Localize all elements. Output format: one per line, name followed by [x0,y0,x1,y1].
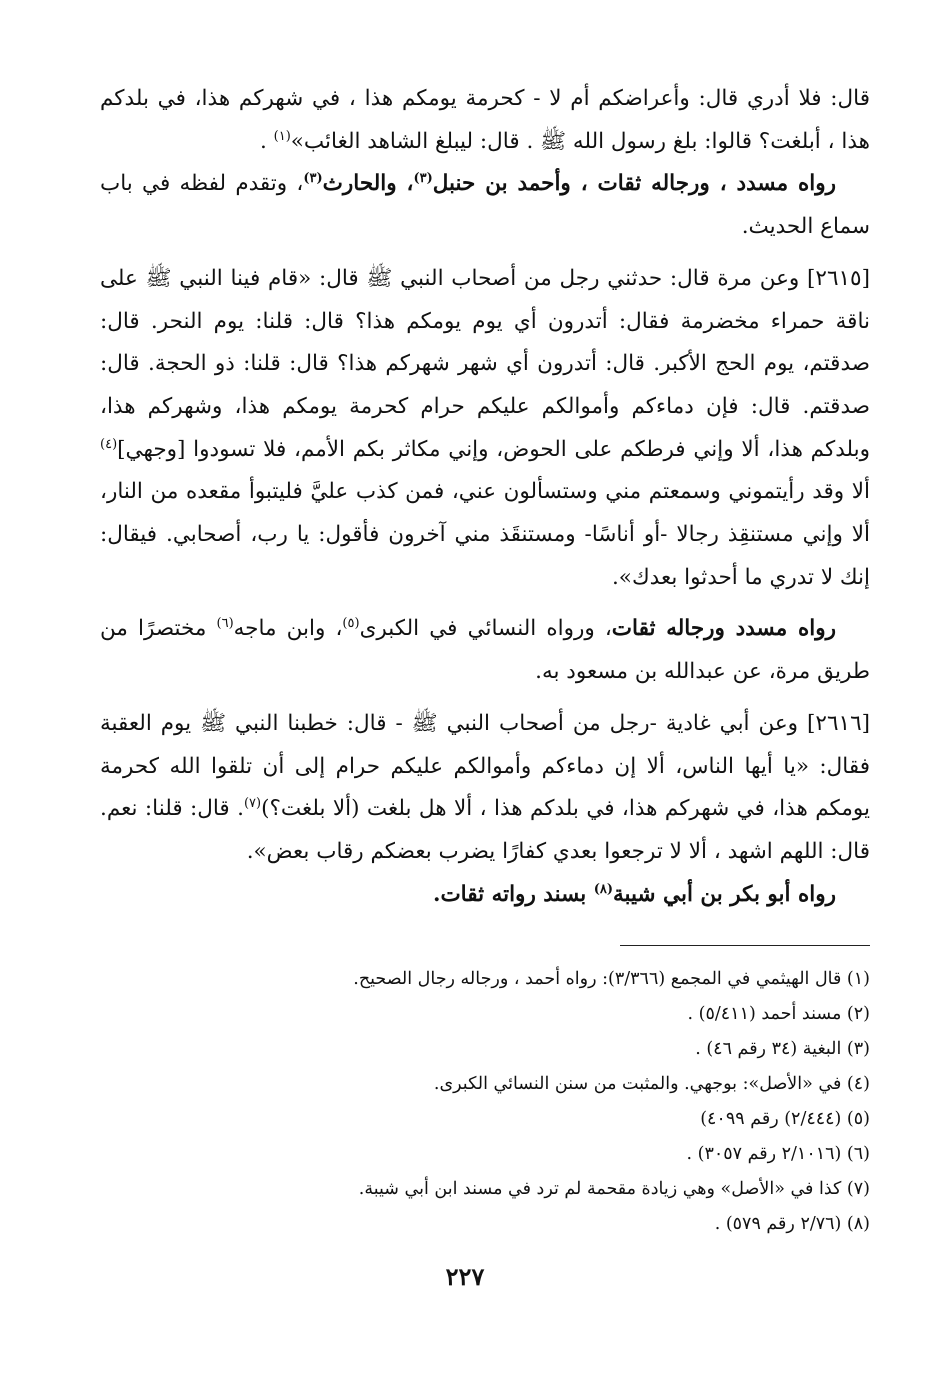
text-run: قال: فلا أدري قال: وأعراضكم أم لا - كحرمة يومكم هذا ، في شهركم هذا، في بلدكم هذا ، أبلغت؟ قالوا: بلغ رسول الله ﷺ . قال: ليبلغ الشاهد الغائب» [100,86,870,154]
paragraph-source-2 [100,608,870,693]
footnote-4: (٤) في «الأصل»: بوجهي. والمثبت من سنن النسائي الكبرى. [433,1074,870,1094]
paragraph-source-1 [100,163,870,248]
footnote-5: (٥) (٢/٤٤٤) رقم ٤٠٩٩) [700,1109,870,1129]
text-run: . [259,128,274,154]
footnotes [300,962,870,1242]
text-run: بسند رواته ثقات. [432,881,594,907]
footnote-7: (٧) كذا في «الأصل» وهي زيادة مقحمة لم ترد في مسند ابن أبي شيبة. [358,1179,870,1199]
text-run: مختصرًا من طريق مرة، عن عبدالله بن مسعود به. [100,616,870,685]
footnote-ref: (٧) [243,796,262,812]
text-run: ، وتقدم لفظه في باب سماع الحديث. [100,171,870,240]
text-run: وعن مرة قال: حدثني رجل من أصحاب النبي ﷺ قال: «قام فينا النبي ﷺ على ناقة حمراء مخضرمة فقال: أتدرون أي يوم يومكم هذا؟ قال: قلنا: يوم النحر. قال: صدقتم، يوم الحج الأكبر. قال: أتدرون أي شهر شهركم هذا؟ قال: قلنا: ذو الحجة. قال: صدقتم. قال: فإن دماءكم وأموالكم عليكم حرام كحرمة يومكم هذا، وشهركم هذا، وبلدكم هذا، ألا وإني فرطكم على الحوض، وإني مكاثر بكم الأمم، فلا تسودوا [وجهي] [100,265,870,462]
paragraph-hadith-continuation [100,78,870,163]
text-run: وعن أبي غادية -رجل من أصحاب النبي ﷺ - قال: خطبنا النبي ﷺ يوم العقبة فقال: «يا أيها الناس، ألا إن دماءكم وأموالكم عليكم حرام إلى أن تلقوا الله كحرمة يومكم هذا، في شهركم هذا، في بلدكم هذا ، ألا هل بلغت (ألا بلغت؟) [100,710,870,822]
main-text [100,78,870,916]
footnote-divider [620,945,870,946]
hadith-number: [٢٦١٥] [807,265,870,291]
footnote-8: (٨) (٢/٧٦ رقم ٥٧٩) . [714,1214,870,1234]
footnote-3: (٣) البغية (٣٤ رقم ٤٦) . [695,1039,870,1059]
footnote-1: (١) قال الهيثمي في المجمع (٣/٣٦٦): رواه أحمد ، ورجاله رجال الصحيح. [353,969,870,989]
hadith-number: [٢٦١٦] [807,710,871,736]
footnote-ref: (٨) [593,881,614,897]
footnote-ref: (٣) [303,171,323,187]
footnote-ref: (٥) [342,616,360,632]
footnote-ref: (٤) [100,436,118,452]
paragraph-hadith-2615 [100,258,870,600]
footnote-2: (٢) مسند أحمد (٥/٤١١) . [687,1004,870,1024]
text-run: ألا وقد رأيتموني وسمعتم مني وستسألون عني، فمن كذب عليَّ فليتبوأ مقعده من النار، ألا وإني مستنقِذ رجالا -أو أناسًا- ومستنقَذ مني آخرون فأقول: يا رب، أصحابي. فيقال: إنك لا تدري ما أحدثوا بعدك». [100,479,870,590]
text-run: ، والحارث [322,171,414,197]
text-run: . قال: قلنا: نعم. قال: اللهم اشهد ، ألا لا ترجعوا بعدي كفارًا يضرب بعضكم رقاب بعض». [100,796,870,864]
paragraph-source-3 [100,874,870,917]
text-run: رواه مسدد ، ورجاله ثقات ، وأحمد بن حنبل [432,171,836,197]
footnote-ref: (٣) [413,171,433,187]
text-run: رواه مسدد ورجاله ثقات [611,616,837,642]
footnote-ref: (١) [273,128,291,144]
footnote-6: (٦) (٢/١٠١٦ رقم ٣٠٥٧) . [686,1144,870,1164]
paragraph-hadith-2616 [100,703,870,874]
text-run: رواه أبو بكر بن أبي شيبة [613,881,836,907]
page-number: ٢٢٧ [445,1262,485,1291]
footnote-ref: (٦) [216,616,234,632]
text-run: ، وابن ماجه [233,616,343,642]
text-run: ، ورواه النسائي في الكبرى [359,616,612,642]
